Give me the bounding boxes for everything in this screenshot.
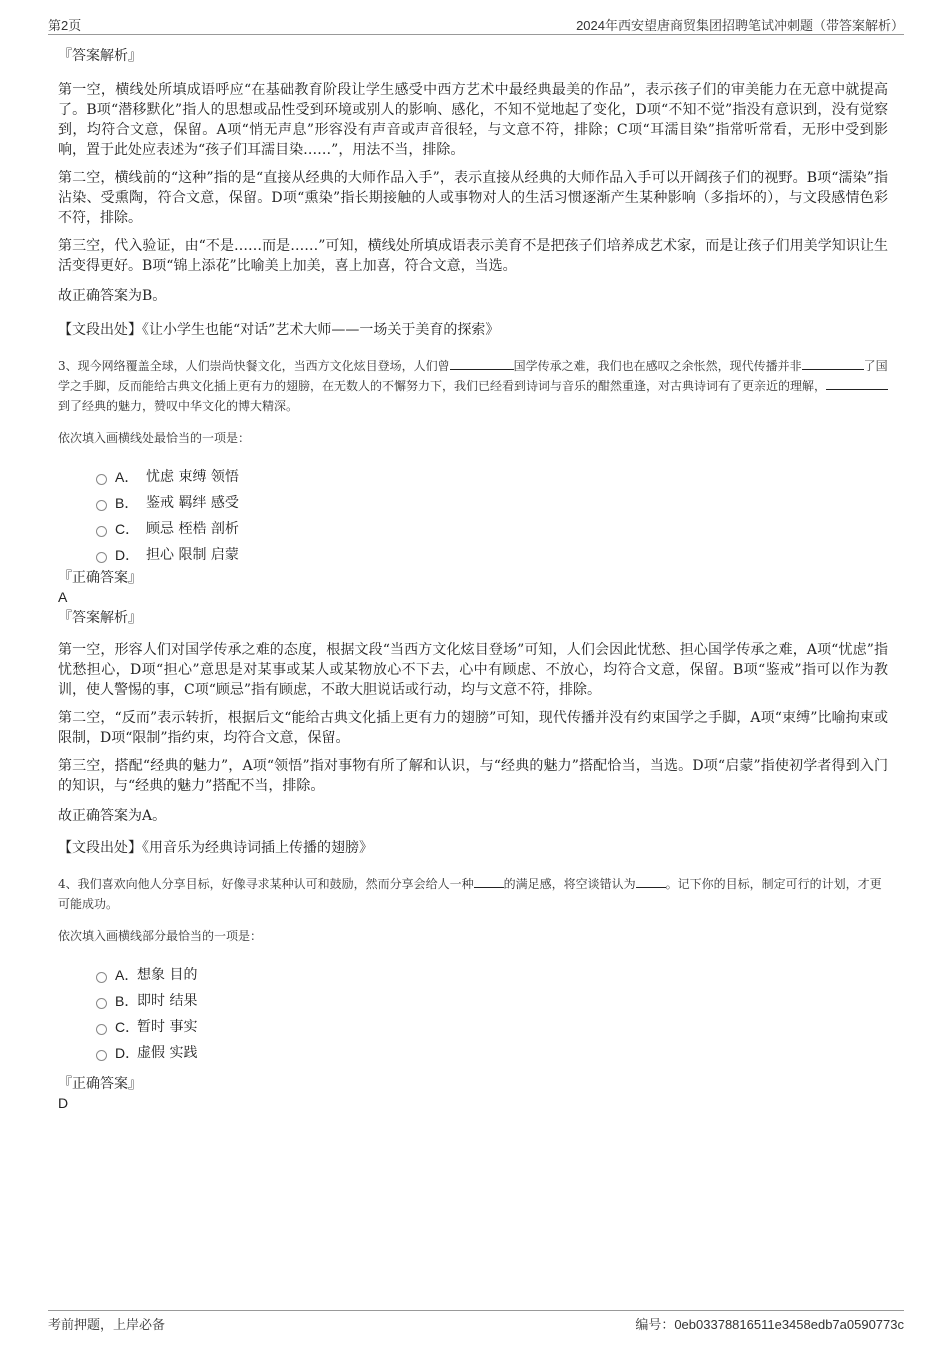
q3-option-c[interactable] — [96, 516, 888, 542]
q4-options — [96, 962, 888, 1066]
document-title: 2024年西安望唐商贸集团招聘笔试冲刺题（带答案解析） — [576, 18, 904, 33]
code-label: 编号： — [635, 1317, 675, 1332]
q3-blank-3 — [826, 377, 888, 390]
radio-icon[interactable] — [96, 1024, 107, 1035]
page-content — [58, 46, 888, 1112]
q2-analysis-p1: 第一空，横线处所填成语呼应“在基础教育阶段让学生感受中西方艺术中最经典最美的作品”，表示孩子们的审美能力在无意中就提高了。B项“潜移默化”指人的思想或品性受到环境或别人的影响、感化，不知不觉地起了变化，D项“不知不觉”指没有意识到，没有觉察到，均符合文意，保留。A项“悄无声息”形容没有声音或声音很轻，与文意不符，排除；C项“耳濡目染”指常听常看，无形中受到影响，置于此处应表述为“孩子们耳濡目染……”，用法不当，排除。 — [58, 82, 888, 158]
code-value: 0eb03378816511e3458edb7a0590773c — [674, 1317, 904, 1332]
q4-option-d[interactable] — [96, 1040, 888, 1066]
option-letter: B． — [115, 495, 139, 511]
q3-blank-2 — [802, 357, 864, 370]
q4-option-a[interactable] — [96, 962, 888, 988]
option-letter: C． — [115, 1019, 140, 1035]
option-text: 顾忌 桎梏 剖析 — [146, 521, 239, 537]
q2-analysis-p2: 第二空，横线前的“这种”指的是“直接从经典的大师作品入手”，表示直接从经典的大师作品入手可以开阔孩子们的视野。B项“濡染”指沾染、受熏陶，符合文意，保留。D项“熏染”指长期接触的人或事物对人的生活习惯逐渐产生某种影响（多指坏的），与文段感情色彩不符，排除。 — [58, 170, 888, 226]
page-footer — [48, 1310, 904, 1333]
radio-icon[interactable] — [96, 526, 107, 537]
option-text: 鉴戒 羁绊 感受 — [146, 495, 239, 511]
q3-option-d[interactable] — [96, 542, 888, 568]
q3-stem-part: 了国学之手脚，反而能给古典文化插上更有力的翅膀，在无数人的不懈努力下，我们已经看到诗词与音乐的酣然重逢，对古典诗词有了更亲近的理解， — [58, 359, 888, 393]
option-text: 忧虑 束缚 领悟 — [146, 469, 239, 485]
radio-icon[interactable] — [96, 500, 107, 511]
option-text: 想象 目的 — [137, 967, 198, 983]
option-text: 担心 限制 启蒙 — [146, 547, 239, 563]
q3-stem-part: 3、现今网络覆盖全球，人们崇尚快餐文化，当西方文化炫目登场，人们曾 — [58, 359, 450, 373]
q3-analysis-label: 『答案解析』 — [58, 610, 142, 626]
q4-blank-1 — [474, 875, 504, 888]
page-header — [48, 14, 904, 35]
q4-answer-label: 『正确答案』 — [58, 1076, 142, 1092]
option-letter: D． — [115, 1045, 140, 1061]
option-letter: A． — [115, 967, 139, 983]
q3-stem-part: 到了经典的魅力，赞叹中华文化的博大精深。 — [58, 399, 299, 413]
q3-option-a[interactable] — [96, 464, 888, 490]
q4-prompt: 依次填入画横线部分最恰当的一项是： — [58, 929, 263, 943]
option-letter: D． — [115, 547, 140, 563]
q4-answer: D — [58, 1095, 69, 1111]
q4-stem — [58, 874, 888, 914]
q4-stem-part: 4、我们喜欢向他人分享目标，好像寻求某种认可和鼓励，然而分享会给人一种 — [58, 877, 474, 891]
option-text: 即时 结果 — [137, 993, 198, 1009]
q4-option-c[interactable] — [96, 1014, 888, 1040]
q3-analysis-p2: 第二空，“反而”表示转折，根据后文“能给古典文化插上更有力的翅膀”可知，现代传播并没有约束国学之手脚，A项“束缚”比喻拘束或限制，D项“限制”指约束，均符合文意，保留。 — [58, 710, 888, 746]
radio-icon[interactable] — [96, 474, 107, 485]
q4-option-b[interactable] — [96, 988, 888, 1014]
radio-icon[interactable] — [96, 1050, 107, 1061]
q4-stem-part: 的满足感，将空谈错认为 — [503, 877, 636, 891]
q3-stem-part: 国学传承之难，我们也在感叹之余怅然，现代传播并非 — [513, 359, 802, 373]
footer-slogan: 考前押题，上岸必备 — [48, 1317, 166, 1332]
q3-answer: A — [58, 589, 68, 605]
option-text: 暂时 事实 — [137, 1019, 198, 1035]
q2-conclusion: 故正确答案为B。 — [58, 288, 167, 304]
option-text: 虚假 实践 — [137, 1045, 198, 1061]
q4-stem-part: 。记下你的目标，制定可行的计划，才更可能成功。 — [58, 877, 882, 911]
radio-icon[interactable] — [96, 552, 107, 563]
radio-icon[interactable] — [96, 972, 107, 983]
radio-icon[interactable] — [96, 998, 107, 1009]
q3-stem — [58, 356, 888, 416]
q3-prompt: 依次填入画横线处最恰当的一项是： — [58, 431, 251, 445]
q3-answer-label: 『正确答案』 — [58, 570, 142, 586]
q3-options — [96, 464, 888, 568]
q2-analysis-p3: 第三空，代入验证，由“不是……而是……”可知，横线处所填成语表示美育不是把孩子们培养成艺术家，而是让孩子们用美学知识让生活变得更好。B项“锦上添花”比喻美上加美，喜上加喜，符合文意，当选。 — [58, 238, 888, 274]
q3-analysis-p3: 第三空，搭配“经典的魅力”，A项“领悟”指对事物有所了解和认识，与“经典的魅力”搭配恰当，当选。D项“启蒙”指使初学者得到入门的知识，与“经典的魅力”搭配不当，排除。 — [58, 758, 888, 794]
document-code — [635, 1314, 904, 1333]
q3-option-b[interactable] — [96, 490, 888, 516]
option-letter: B． — [115, 993, 139, 1009]
q3-analysis-p1: 第一空，形容人们对国学传承之难的态度，根据文段“当西方文化炫目登场”可知，人们会因此忧愁、担心国学传承之难，A项“忧虑”指忧愁担心，D项“担心”意思是对某事或某人或某物放心不下去，心中有顾虑、不放心，均符合文意，保留。B项“鉴戒”指可以作为教训，使人警惕的事，C项“顾忌”指有顾虑，不敢大胆说话或行动，均与文意不符，排除。 — [58, 642, 888, 698]
option-letter: C． — [115, 521, 140, 537]
q3-conclusion: 故正确答案为A。 — [58, 808, 167, 824]
q3-blank-1 — [450, 357, 514, 370]
q4-blank-2 — [636, 875, 666, 888]
q3-source: 【文段出处】《用音乐为经典诗词插上传播的翅膀》 — [58, 840, 373, 856]
q2-source: 【文段出处】《让小学生也能“对话”艺术大师——一场关于美育的探索》 — [58, 322, 500, 338]
option-letter: A． — [115, 469, 139, 485]
page-number: 第2页 — [48, 18, 82, 33]
q2-analysis-label: 『答案解析』 — [58, 48, 142, 64]
